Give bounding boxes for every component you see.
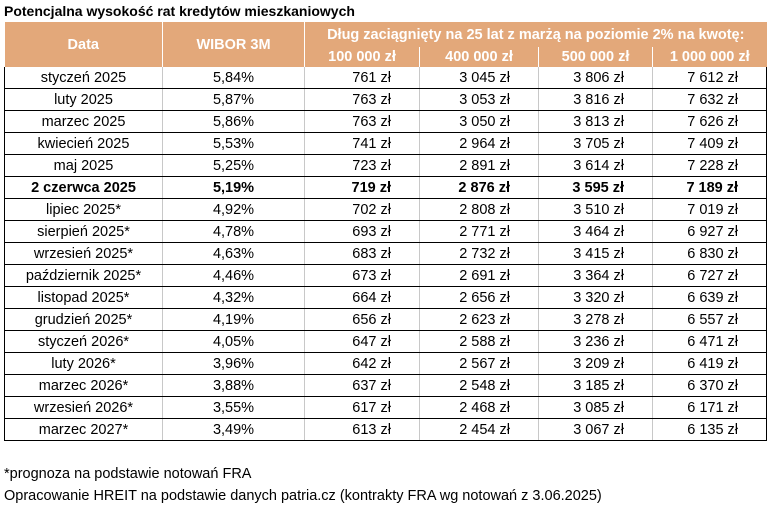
table-row	[5, 265, 767, 287]
table-row	[5, 155, 767, 177]
cell-amount-100k: 617 zł	[305, 397, 420, 419]
table-row	[5, 89, 767, 111]
cell-date: wrzesień 2026*	[5, 397, 163, 419]
cell-amount-500k: 3 067 zł	[539, 419, 653, 441]
table-row	[5, 177, 767, 199]
cell-amount-100k: 683 zł	[305, 243, 420, 265]
cell-amount-400k: 2 548 zł	[420, 375, 539, 397]
cell-amount-100k: 761 zł	[305, 67, 420, 89]
cell-amount-400k: 2 588 zł	[420, 331, 539, 353]
cell-wibor: 5,86%	[163, 111, 305, 133]
cell-amount-400k: 3 053 zł	[420, 89, 539, 111]
table-row	[5, 375, 767, 397]
header-amount-400k: 400 000 zł	[420, 47, 539, 67]
table-row	[5, 111, 767, 133]
cell-date: styczeń 2025	[5, 67, 163, 89]
cell-amount-100k: 763 zł	[305, 89, 420, 111]
cell-amount-400k: 2 964 zł	[420, 133, 539, 155]
cell-amount-1m: 7 228 zł	[653, 155, 767, 177]
table-row	[5, 199, 767, 221]
cell-amount-500k: 3 415 zł	[539, 243, 653, 265]
cell-amount-1m: 7 019 zł	[653, 199, 767, 221]
cell-amount-100k: 693 zł	[305, 221, 420, 243]
cell-wibor: 3,88%	[163, 375, 305, 397]
cell-amount-1m: 7 612 zł	[653, 67, 767, 89]
cell-amount-100k: 741 zł	[305, 133, 420, 155]
cell-date: kwiecień 2025	[5, 133, 163, 155]
cell-amount-400k: 2 732 zł	[420, 243, 539, 265]
cell-amount-100k: 613 zł	[305, 419, 420, 441]
cell-amount-500k: 3 185 zł	[539, 375, 653, 397]
table-row	[5, 243, 767, 265]
cell-amount-500k: 3 364 zł	[539, 265, 653, 287]
header-loan-group: Dług zaciągnięty na 25 lat z marżą na poziomie 2% na kwotę:	[305, 22, 767, 47]
source-note: Opracowanie HREIT na podstawie danych patria.cz (kontrakty FRA wg notowań z 3.06.2025)	[4, 488, 602, 504]
cell-amount-500k: 3 085 zł	[539, 397, 653, 419]
header-amount-500k: 500 000 zł	[539, 47, 653, 67]
cell-date: 2 czerwca 2025	[5, 177, 163, 199]
cell-amount-400k: 2 567 zł	[420, 353, 539, 375]
cell-amount-100k: 719 zł	[305, 177, 420, 199]
cell-amount-500k: 3 813 zł	[539, 111, 653, 133]
cell-wibor: 5,84%	[163, 67, 305, 89]
cell-amount-500k: 3 278 zł	[539, 309, 653, 331]
cell-date: sierpień 2025*	[5, 221, 163, 243]
cell-amount-400k: 2 891 zł	[420, 155, 539, 177]
cell-amount-400k: 3 050 zł	[420, 111, 539, 133]
cell-amount-500k: 3 236 zł	[539, 331, 653, 353]
cell-amount-100k: 637 zł	[305, 375, 420, 397]
cell-date: październik 2025*	[5, 265, 163, 287]
cell-amount-400k: 2 454 zł	[420, 419, 539, 441]
footnote: *prognoza na podstawie notowań FRA	[4, 466, 252, 482]
cell-amount-400k: 2 691 zł	[420, 265, 539, 287]
cell-amount-500k: 3 806 zł	[539, 67, 653, 89]
cell-amount-100k: 702 zł	[305, 199, 420, 221]
cell-amount-100k: 647 zł	[305, 331, 420, 353]
table-row	[5, 419, 767, 441]
cell-amount-1m: 6 419 zł	[653, 353, 767, 375]
cell-amount-1m: 6 830 zł	[653, 243, 767, 265]
cell-amount-400k: 2 808 zł	[420, 199, 539, 221]
cell-amount-400k: 2 771 zł	[420, 221, 539, 243]
cell-amount-500k: 3 816 zł	[539, 89, 653, 111]
cell-wibor: 4,05%	[163, 331, 305, 353]
cell-amount-500k: 3 614 zł	[539, 155, 653, 177]
cell-wibor: 5,25%	[163, 155, 305, 177]
cell-amount-500k: 3 510 zł	[539, 199, 653, 221]
header-amount-100k: 100 000 zł	[305, 47, 420, 67]
cell-amount-100k: 664 zł	[305, 287, 420, 309]
cell-amount-400k: 2 468 zł	[420, 397, 539, 419]
cell-wibor: 5,87%	[163, 89, 305, 111]
table-row	[5, 353, 767, 375]
cell-amount-500k: 3 209 zł	[539, 353, 653, 375]
cell-amount-1m: 6 135 zł	[653, 419, 767, 441]
cell-amount-500k: 3 595 zł	[539, 177, 653, 199]
header-date: Data	[5, 22, 163, 67]
cell-date: lipiec 2025*	[5, 199, 163, 221]
cell-amount-1m: 7 189 zł	[653, 177, 767, 199]
cell-amount-1m: 6 927 zł	[653, 221, 767, 243]
cell-amount-1m: 6 370 zł	[653, 375, 767, 397]
cell-amount-500k: 3 464 zł	[539, 221, 653, 243]
cell-amount-1m: 6 471 zł	[653, 331, 767, 353]
table-row	[5, 397, 767, 419]
cell-date: styczeń 2026*	[5, 331, 163, 353]
cell-date: wrzesień 2025*	[5, 243, 163, 265]
cell-wibor: 4,32%	[163, 287, 305, 309]
table-row	[5, 309, 767, 331]
cell-wibor: 3,55%	[163, 397, 305, 419]
cell-date: marzec 2026*	[5, 375, 163, 397]
cell-date: marzec 2027*	[5, 419, 163, 441]
cell-wibor: 4,63%	[163, 243, 305, 265]
cell-wibor: 5,53%	[163, 133, 305, 155]
cell-date: luty 2025	[5, 89, 163, 111]
cell-date: luty 2026*	[5, 353, 163, 375]
cell-amount-400k: 3 045 zł	[420, 67, 539, 89]
table-row	[5, 331, 767, 353]
cell-wibor: 4,46%	[163, 265, 305, 287]
header-amount-1m: 1 000 000 zł	[653, 47, 767, 67]
cell-amount-1m: 6 639 zł	[653, 287, 767, 309]
header-wibor: WIBOR 3M	[163, 22, 305, 67]
cell-amount-500k: 3 705 zł	[539, 133, 653, 155]
cell-amount-1m: 7 626 zł	[653, 111, 767, 133]
cell-amount-1m: 7 632 zł	[653, 89, 767, 111]
table-row	[5, 67, 767, 89]
table-row	[5, 133, 767, 155]
table-row	[5, 221, 767, 243]
cell-date: listopad 2025*	[5, 287, 163, 309]
cell-amount-500k: 3 320 zł	[539, 287, 653, 309]
cell-date: marzec 2025	[5, 111, 163, 133]
cell-amount-100k: 763 zł	[305, 111, 420, 133]
cell-wibor: 3,49%	[163, 419, 305, 441]
cell-wibor: 4,92%	[163, 199, 305, 221]
cell-amount-1m: 7 409 zł	[653, 133, 767, 155]
cell-amount-100k: 673 zł	[305, 265, 420, 287]
cell-amount-1m: 6 727 zł	[653, 265, 767, 287]
cell-amount-1m: 6 557 zł	[653, 309, 767, 331]
table-title: Potencjalna wysokość rat kredytów mieszkaniowych	[4, 3, 355, 19]
cell-amount-1m: 6 171 zł	[653, 397, 767, 419]
mortgage-installments-table	[4, 22, 767, 441]
cell-amount-400k: 2 623 zł	[420, 309, 539, 331]
table-row	[5, 287, 767, 309]
cell-wibor: 4,19%	[163, 309, 305, 331]
cell-amount-100k: 642 zł	[305, 353, 420, 375]
cell-amount-400k: 2 656 zł	[420, 287, 539, 309]
cell-date: grudzień 2025*	[5, 309, 163, 331]
cell-wibor: 4,78%	[163, 221, 305, 243]
cell-wibor: 3,96%	[163, 353, 305, 375]
cell-wibor: 5,19%	[163, 177, 305, 199]
cell-amount-100k: 723 zł	[305, 155, 420, 177]
cell-amount-100k: 656 zł	[305, 309, 420, 331]
cell-amount-400k: 2 876 zł	[420, 177, 539, 199]
cell-date: maj 2025	[5, 155, 163, 177]
